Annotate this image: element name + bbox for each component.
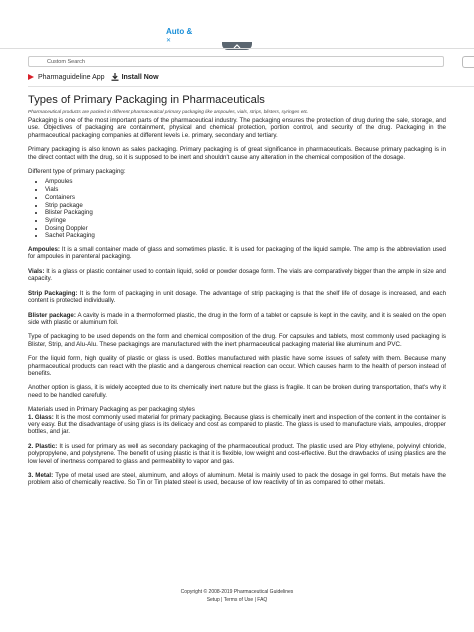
- ampoules-paragraph: [28, 246, 446, 261]
- footer-link-faq[interactable]: FAQ: [257, 597, 268, 603]
- vials-paragraph: [28, 268, 446, 283]
- download-icon: [111, 73, 119, 81]
- list-item: • Strip package: [45, 202, 446, 210]
- nav-divider: [28, 86, 474, 87]
- glass-material-paragraph: [28, 414, 446, 436]
- footer-separator: |: [219, 597, 224, 603]
- ampoules-label: Ampoules:: [28, 246, 60, 254]
- list-item: • Containers: [45, 194, 446, 202]
- blister-paragraph: [28, 312, 446, 327]
- blister-label: Blister package:: [28, 311, 76, 319]
- glass-text: It is the most commonly used material for primary packaging. Because glass is chemically inert and inspection of the content in the container is very easy. But the disadvantage of using glass is its delicacy and cost as compared to plastic. The glass is used to manufacture vials, ampoules, dropper bottles, and jar.: [28, 413, 446, 436]
- footer: [0, 588, 474, 604]
- strip-text: It is the form of packaging in unit dosage. The advantage of strip packaging is that the shelf life of dosage is increased, and each content is protected individually.: [28, 289, 447, 305]
- strip-label: Strip Packaging:: [28, 289, 78, 297]
- glass-label: 1. Glass:: [28, 413, 54, 421]
- article: [28, 94, 446, 494]
- primary-paragraph: Primary packaging is also known as sales packaging. Primary packaging is of great significance in pharmaceuticals. Because primary packaging is in the direct contact with the drug, so it is supposed to be inert and shouldn't cause any alteration in the chemical composition of the dosage.: [28, 146, 446, 161]
- intro-paragraph: Packaging is one of the most important parts of the pharmaceutical industry. The packaging ensures the protection of drug during the sale, storage, and use. Objectives of packaging are containment, physical and chemical protection, portion control, and security of the drug. Packaging in the pharmaceutical packaging companies at different levels i.e. primary, secondary and tertiary.: [28, 117, 446, 139]
- plastic-text: It is used for primary as well as secondary packaging of the pharmaceutical product. The plastic used are Ploy ethylene, polyvinyl chloride, polypropylene, and polystyrene. The benefit of using plastic is that it is flexible, low weight and cost-effective. But the drawbacks of using plastics are the low level of inertness compared to glass and permeability to vapor and gas.: [28, 442, 446, 465]
- metal-text: Type of metal used are steel, aluminum, and alloys of aluminum. Metal is mainly used to pack the dosage in gel forms. But metals have the problem also of chemically reactive. So Tin or Tin plated steel is used, because of low reactivity of tin as compared to other metals.: [28, 472, 446, 487]
- footer-link-terms[interactable]: Terms of Use: [223, 597, 254, 603]
- top-bar: [0, 0, 474, 44]
- ad-close-icon[interactable]: ✕: [166, 38, 172, 44]
- plastic-label: 2. Plastic:: [28, 442, 58, 450]
- glass-paragraph: Another option is glass, it is widely accepted due to its chemically inert nature but the glass is fragile. It can be broken during transportation, that's why it need to be handled carefully.: [28, 384, 446, 399]
- footer-link-setup[interactable]: Setup: [206, 597, 220, 603]
- footer-separator: |: [253, 597, 258, 603]
- app-nav: [28, 71, 159, 83]
- list-item: • Ampoules: [45, 178, 446, 186]
- metal-label: 3. Metal:: [28, 472, 54, 479]
- types-list: [28, 178, 446, 240]
- strip-paragraph: [28, 290, 446, 305]
- types-heading: Different type of primary packaging:: [28, 168, 126, 176]
- list-item: • Syringe: [45, 217, 446, 225]
- metal-material-paragraph: [28, 472, 446, 487]
- header-divider: [0, 48, 474, 49]
- list-item: • Blister Packaging: [45, 209, 446, 217]
- list-item: • Dosing Doppler: [45, 225, 446, 233]
- vials-text: It is a glass or plastic container used to contain liquid, solid or powder dosage form. The vials are comparatively bigger than the ample in size and capacity.: [28, 267, 446, 283]
- ad-label[interactable]: Auto &: [166, 27, 193, 36]
- page-title: Types of Primary Packaging in Pharmaceuticals: [28, 94, 265, 106]
- search-input[interactable]: Custom Search: [28, 56, 444, 67]
- play-store-icon: [28, 74, 34, 80]
- footer-links: [0, 596, 474, 604]
- ampoules-text: It is a small container made of glass and sometimes plastic. It is used for packaging of the liquid sample. The amp is the abbreviation used for ampoules in parenteral packaging.: [28, 246, 446, 261]
- plastic-material-paragraph: [28, 443, 446, 465]
- list-item: • Vials: [45, 186, 446, 194]
- blister-text: A cavity is made in a thermoformed plastic, the drug in the form of a tablet or capsule is kept in the cavity, and it is sealed on the open side with plastic or aluminum foil.: [28, 311, 446, 326]
- copyright: Copyright © 2008-2019 Pharmaceutical Guidelines: [180, 589, 294, 595]
- liquid-paragraph: For the liquid form, high quality of plastic or glass is used. Bottles manufactured with plastic have some issues of safety with them. Because many pharmaceutical products can react with the plastic and a dangerous chemical reaction can occur. Which causes harm to the health of person instead of benefits.: [28, 355, 446, 377]
- install-now-link[interactable]: Install Now: [121, 73, 159, 81]
- app-link[interactable]: Pharmaguideline App: [38, 73, 105, 81]
- vials-label: Vials:: [28, 267, 45, 275]
- materials-heading: Materials used in Primary Packaging as per packaging styles: [28, 406, 195, 414]
- list-item: • Sachet Packaging: [45, 232, 446, 240]
- article-subtitle: Pharmaceutical products are packed in different pharmaceutical primary packaging like ampoules, vials, strips, blisters, syringes etc.: [28, 110, 309, 115]
- search-button[interactable]: [462, 56, 474, 68]
- type-paragraph: Type of packaging to be used depends on the form and chemical composition of the drug. For capsules and tablets, most commonly used packaging is Blister, Strip, and Alu-Alu. These packagings are manufactured with the inert pharmaceutical packaging material like aluminum and PVC.: [28, 333, 446, 348]
